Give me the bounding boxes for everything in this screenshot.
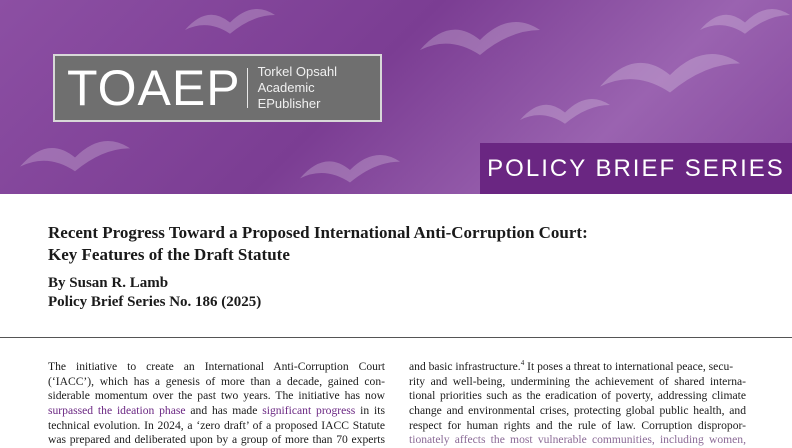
article-title-line2: Key Features of the Draft Statute (48, 245, 290, 264)
logo-subtitle (258, 64, 380, 112)
body-line: siderable momentum over the past two years. The initiative has now (48, 389, 385, 403)
section-divider (0, 337, 792, 338)
body-column-left (48, 360, 385, 448)
series-banner (480, 143, 792, 194)
bird-decoration-icon (600, 40, 740, 110)
bird-decoration-icon (520, 90, 610, 135)
article-title (48, 222, 748, 266)
logo-wordmark: TOAEP (67, 60, 241, 116)
logo-subtitle-line1: Torkel Opsahl (257, 64, 338, 79)
body-line: rity and well-being, undermining the achievement of shared interna- (409, 374, 746, 388)
body-line: was prepared and deliberated upon by a group of more than 70 experts (48, 433, 385, 447)
article-title-line1: Recent Progress Toward a Proposed International Anti-Corruption Court: (48, 223, 588, 242)
body-line-highlighted: surpassed the ideation phase and has made significant progress in its (48, 404, 385, 418)
article-series-number: Policy Brief Series No. 186 (2025) (48, 294, 262, 310)
logo-subtitle-line2: Academic EPublisher (257, 80, 321, 111)
body-line: change and environmental crises, protecting global public health, and (409, 404, 746, 418)
bird-decoration-icon (20, 130, 130, 185)
bird-decoration-icon (300, 145, 400, 194)
body-line: (‘IACC’), which has a genesis of more than a decade, gained con- (48, 374, 385, 388)
body-line: tional priorities such as the eradication of poverty, addressing climate (409, 389, 746, 403)
toaep-logo[interactable] (53, 54, 382, 122)
article-heading (48, 222, 748, 312)
body-line: respect for human rights and the rule of law. Corruption dispropor- (409, 418, 746, 432)
header-banner (0, 0, 792, 194)
body-text: It poses a threat to international peace, secu- (524, 360, 734, 373)
article-author: By Susan R. Lamb (48, 275, 169, 291)
logo-divider (247, 68, 248, 108)
body-line: technical evolution. In 2024, a ‘zero draft’ of a proposed IACC Statute (48, 418, 385, 432)
series-label: POLICY BRIEF SERIES (487, 154, 785, 182)
bird-decoration-icon (180, 0, 280, 45)
body-line (409, 360, 746, 375)
body-column-right (409, 360, 746, 448)
body-line: The initiative to create an International Anti-Corruption Court (48, 360, 385, 373)
bird-decoration-icon (700, 0, 790, 45)
highlight-text[interactable]: surpassed the ideation phase (48, 404, 186, 418)
body-text: and basic infrastructure. (409, 360, 521, 373)
body-line: tionately affects the most vulnerable communities, including women, (409, 433, 746, 447)
bird-decoration-icon (420, 10, 540, 70)
footnote-marker[interactable]: 4 (520, 360, 525, 368)
highlight-text[interactable]: significant progress (262, 404, 356, 418)
